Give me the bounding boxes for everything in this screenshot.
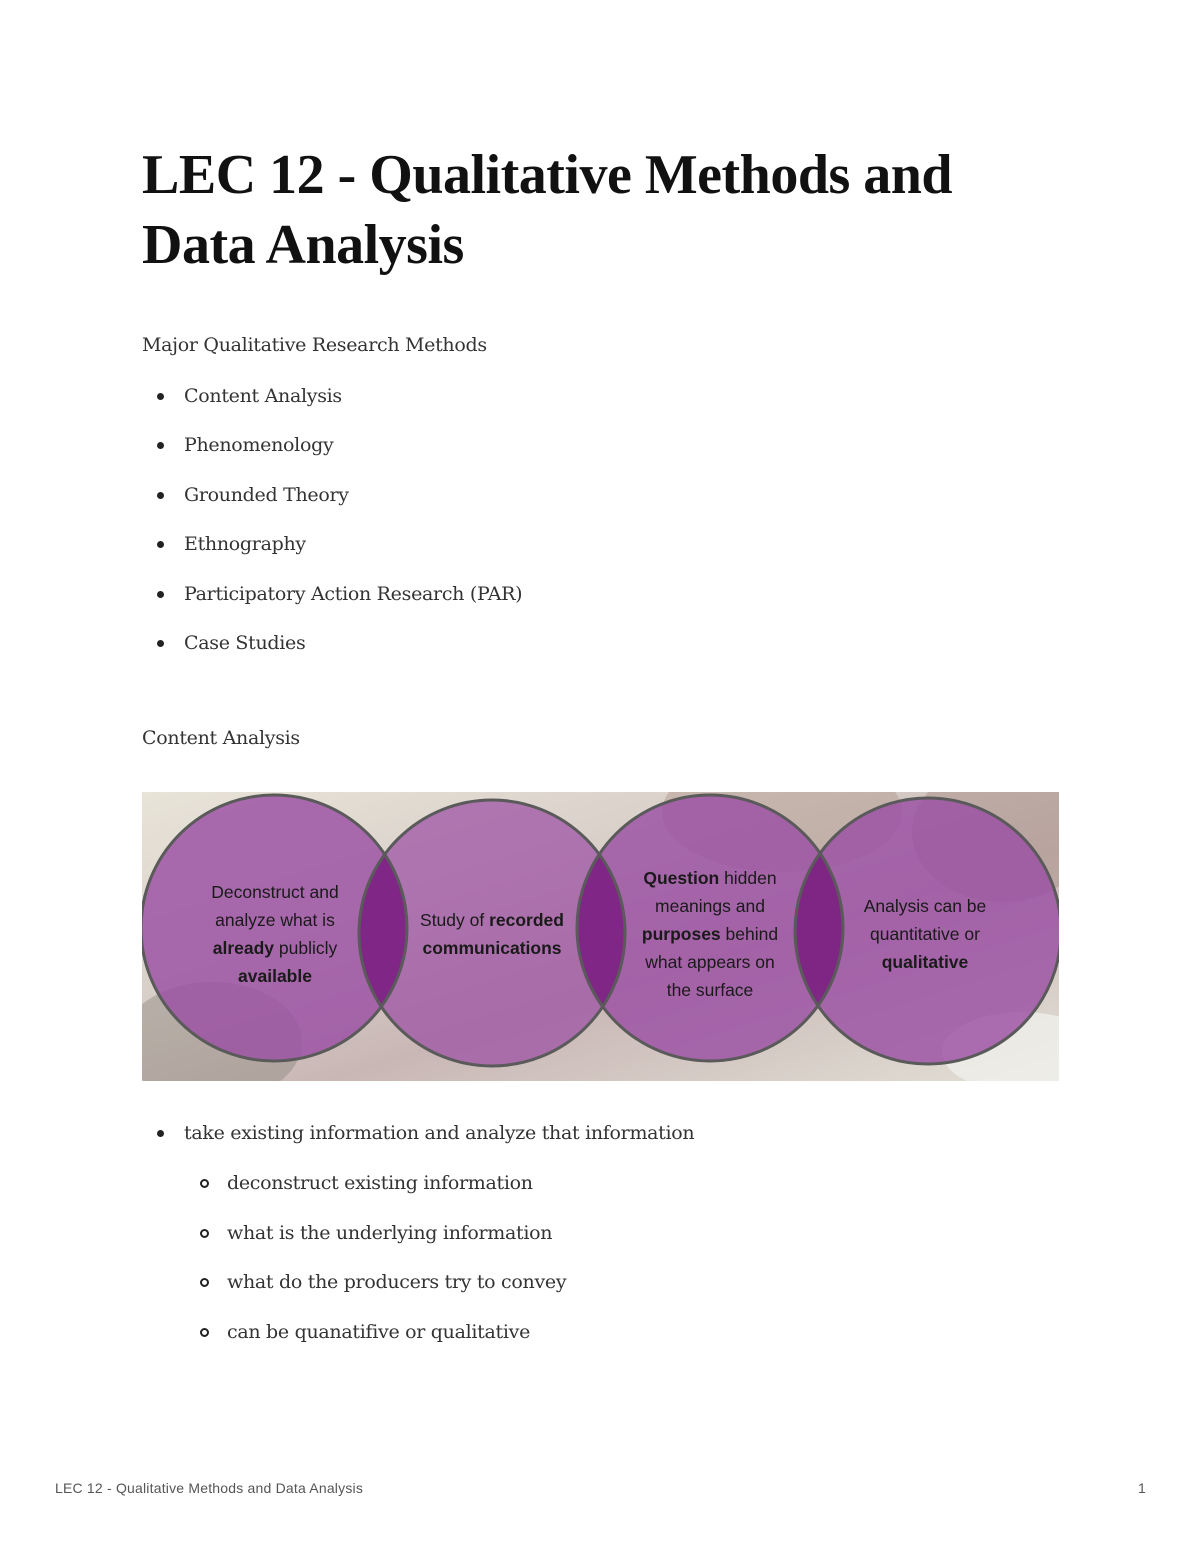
circle-3-line: the surface [666,980,754,1000]
footer-doc-title: LEC 12 - Qualitative Methods and Data Analysis [55,1480,364,1496]
circle-4-line: qualitative [881,952,969,972]
list-item: what do the producers try to convey [185,1269,566,1319]
list-item: Grounded Theory [142,482,522,531]
list-item: deconstruct existing information [185,1170,566,1220]
circle-1-line: analyze what is [215,910,335,930]
circle-3-line: purposes behind [641,924,779,944]
circle-3-line: what appears on [645,952,775,972]
content-analysis-diagram [142,792,1059,1081]
circle-4-text [832,892,1018,976]
circle-3-text [617,864,803,1004]
circle-1-text [182,878,368,990]
circle-1-line: Deconstruct and [211,882,339,902]
list-item: Case Studies [142,630,522,679]
circle-4-line: Analysis can be [863,896,987,916]
section-heading-content-analysis: Content Analysis [142,727,300,749]
circle-2-line: Study of recorded [420,910,564,930]
list-item: Participatory Action Research (PAR) [142,581,522,630]
methods-list [142,383,522,679]
list-item: take existing information and analyze that information [142,1120,694,1169]
circle-1-line: available [238,966,312,986]
circle-3-line: meanings and [655,896,765,916]
circle-1-line: already publicly [212,938,338,958]
list-item: can be quanatifive or qualitative [185,1319,566,1369]
notes-list [142,1120,694,1169]
circle-3-line: Question hidden [643,868,777,888]
list-item: Content Analysis [142,383,522,432]
section-heading-methods: Major Qualitative Research Methods [142,334,487,356]
notes-sublist [185,1170,566,1368]
list-item: what is the underlying information [185,1220,566,1270]
list-item: Ethnography [142,531,522,580]
circle-4-line: quantitative or [870,924,980,944]
list-item: Phenomenology [142,432,522,481]
footer-page-number: 1 [1138,1480,1146,1496]
circle-2-line: communications [422,938,562,958]
circle-2-text [397,906,587,962]
page-title: LEC 12 - Qualitative Methods and Data Analysis [142,144,953,276]
